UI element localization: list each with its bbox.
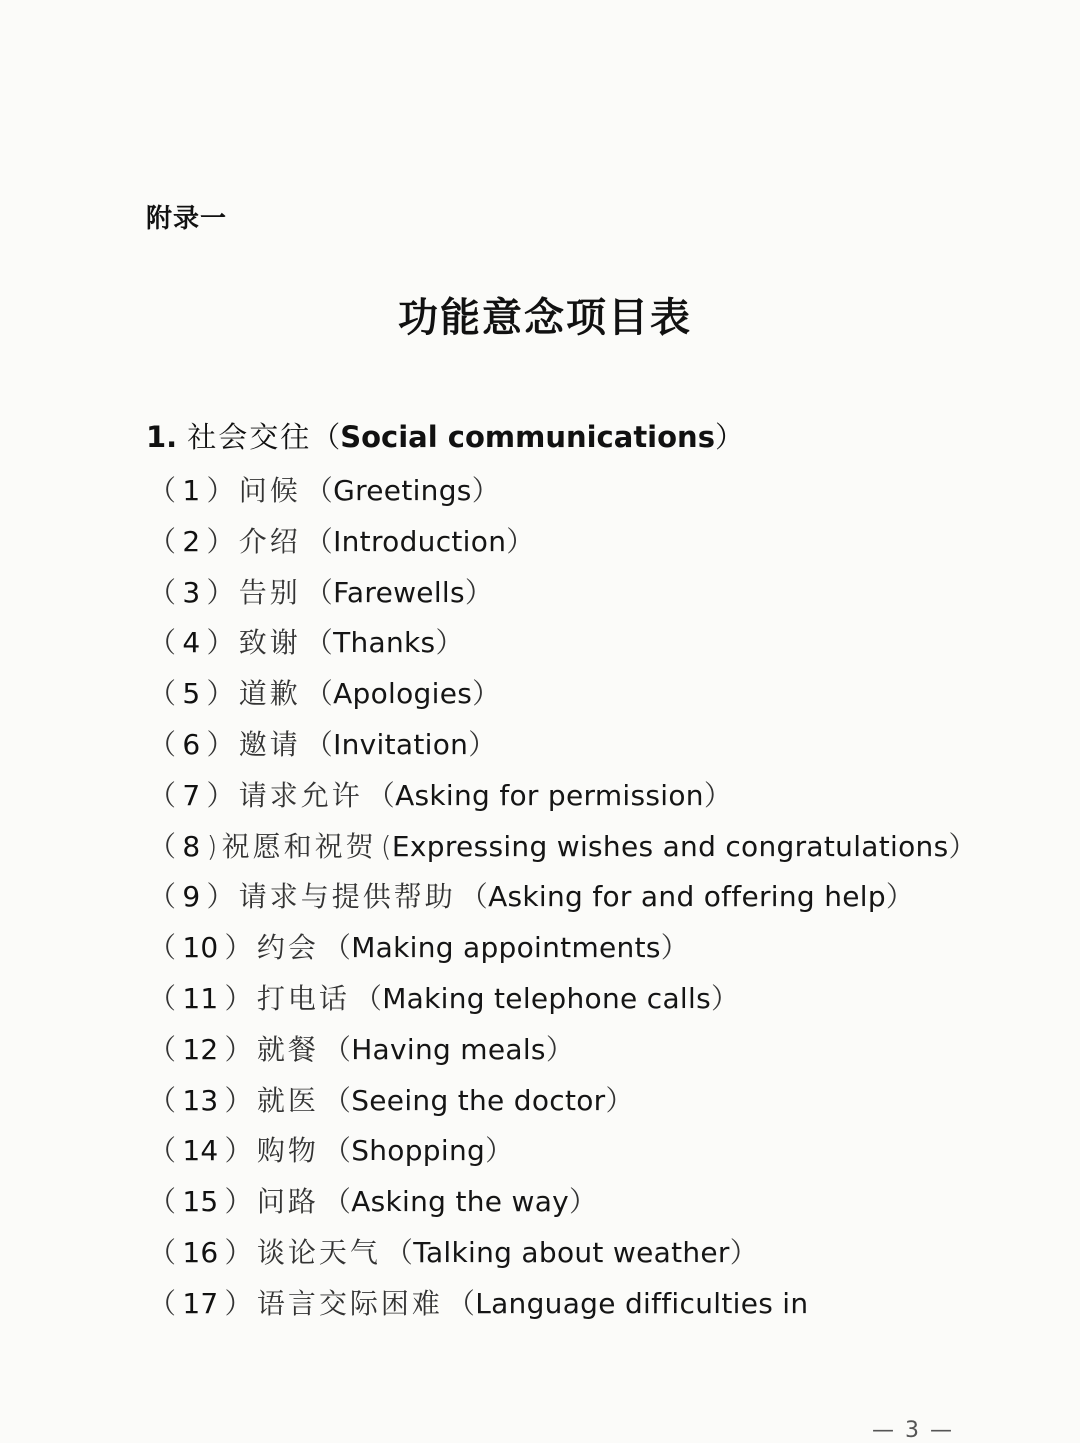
english-close-paren: ） (605, 1083, 634, 1117)
number-close-paren: ） (206, 626, 235, 660)
number-open-paren: （ (148, 931, 177, 965)
item-label-zh: 就医 (256, 1083, 319, 1117)
english-close-paren: ） (710, 981, 740, 1015)
english-open-paren: （ (304, 626, 334, 660)
item-label-zh: 约会 (256, 931, 319, 965)
item-label-en: Shopping (351, 1134, 486, 1168)
number-close-paren: ） (206, 778, 235, 812)
number-open-paren: （ (148, 677, 177, 711)
english-open-paren: （ (366, 778, 396, 812)
item-number: 8 (182, 829, 201, 863)
list-item (148, 1228, 977, 1279)
english-close-paren: ） (948, 829, 977, 863)
list-item (148, 669, 977, 720)
english-open-paren: （ (322, 1134, 352, 1168)
item-label-en: Seeing the doctor (351, 1083, 606, 1117)
english-open-paren: （ (304, 727, 334, 761)
english-open-paren: （ (322, 1083, 352, 1117)
item-label-en: Farewells (333, 575, 465, 609)
number-open-paren: （ (148, 727, 177, 761)
item-number: 7 (182, 778, 201, 812)
item-label-en: Language difficulties in (475, 1286, 809, 1320)
number-close-paren: ） (224, 931, 253, 965)
section-number: 1. (146, 420, 178, 454)
number-close-paren: ） (206, 474, 235, 507)
english-open-paren: （ (384, 1235, 414, 1269)
english-close-paren: ） (729, 1235, 759, 1269)
item-number: 2 (182, 524, 201, 558)
list-item (148, 466, 977, 517)
english-open-paren: （ (459, 880, 489, 914)
page-number: — 3 — (872, 1418, 954, 1443)
english-open-paren: （ (304, 575, 334, 609)
item-label-zh: 谈论天气 (256, 1235, 381, 1269)
number-open-paren: （ (148, 524, 177, 558)
item-label-en: Expressing wishes and congratulations (391, 829, 949, 863)
number-open-paren: （ (148, 1235, 177, 1269)
item-label-zh: 问候 (238, 474, 301, 507)
list-item (148, 923, 977, 974)
number-open-paren: （ (148, 1185, 177, 1219)
item-number: 16 (182, 1235, 219, 1269)
list-item (148, 822, 977, 873)
item-label-en: Invitation (333, 727, 469, 761)
item-label-zh: 邀请 (238, 727, 301, 761)
english-open-paren: （ (353, 981, 383, 1015)
list-item (148, 618, 977, 669)
item-label-zh: 请求与提供帮助 (238, 880, 456, 914)
number-open-paren: （ (148, 778, 177, 812)
item-number: 4 (182, 626, 201, 660)
number-close-paren: ） (224, 1032, 253, 1066)
number-open-paren: （ (148, 474, 177, 507)
item-number: 9 (182, 880, 201, 914)
list-item (148, 1025, 977, 1076)
item-label-en: Asking for permission (395, 778, 704, 812)
english-close-paren: ） (545, 1032, 575, 1066)
item-number: 12 (182, 1032, 219, 1066)
section-title-zh: 社会交往 (187, 420, 312, 454)
item-label-en: Talking about weather (413, 1235, 730, 1269)
number-close-paren: ） (224, 1235, 253, 1269)
item-number: 17 (182, 1286, 219, 1320)
number-close-paren: ） (224, 1134, 253, 1168)
english-open-paren: ( (380, 829, 392, 863)
english-open-paren: （ (304, 677, 334, 711)
list-item (148, 1279, 977, 1330)
number-close-paren: ) (206, 829, 218, 863)
number-close-paren: ） (206, 880, 235, 914)
item-label-zh: 问路 (256, 1185, 319, 1219)
item-number: 5 (182, 677, 201, 711)
section-heading (146, 415, 744, 456)
item-label-zh: 致谢 (238, 626, 301, 660)
number-close-paren: ） (206, 575, 235, 609)
item-label-en: Asking the way (351, 1185, 570, 1219)
item-number: 11 (182, 981, 219, 1015)
english-close-paren: ） (703, 778, 733, 812)
number-open-paren: （ (148, 1134, 177, 1168)
list-item (148, 720, 977, 771)
number-close-paren: ） (224, 981, 253, 1015)
english-open-paren: （ (446, 1286, 476, 1320)
item-label-en: Asking for and offering help (488, 880, 886, 914)
item-label-en: Thanks (333, 626, 436, 660)
list-item (148, 771, 977, 822)
appendix-label: 附录一 (146, 204, 228, 234)
list-item (148, 872, 977, 923)
item-number: 10 (182, 931, 219, 965)
item-number: 3 (182, 575, 201, 609)
item-label-en: Greetings (333, 474, 472, 507)
english-close-paren: ） (472, 677, 501, 711)
item-label-en: Apologies (333, 677, 473, 711)
english-close-paren: ） (569, 1185, 598, 1219)
item-label-zh: 介绍 (238, 524, 301, 558)
english-close-paren: ） (660, 931, 690, 965)
item-label-zh: 购物 (256, 1134, 319, 1168)
english-open-paren: （ (322, 1185, 352, 1219)
number-close-paren: ） (206, 677, 235, 711)
item-label-en: Having meals (351, 1032, 546, 1066)
english-close-paren: ） (471, 474, 501, 507)
item-number: 6 (182, 727, 201, 761)
function-item-list (148, 466, 977, 1330)
english-close-paren: ） (885, 880, 915, 914)
number-open-paren: （ (148, 1286, 177, 1320)
number-close-paren: ） (206, 524, 235, 558)
item-number: 1 (182, 474, 201, 507)
item-label-zh: 请求允许 (238, 778, 363, 812)
number-close-paren: ） (224, 1185, 253, 1219)
item-label-zh: 告别 (238, 575, 301, 609)
number-open-paren: （ (148, 981, 177, 1015)
english-close-paren: ） (506, 524, 535, 558)
section-open-paren: （ (311, 420, 341, 454)
english-open-paren: （ (322, 1032, 352, 1066)
english-open-paren: （ (322, 931, 352, 965)
english-close-paren: ） (468, 727, 497, 761)
item-label-zh: 道歉 (238, 677, 301, 711)
number-close-paren: ） (206, 727, 235, 761)
item-label-en: Making telephone calls (382, 981, 711, 1015)
english-close-paren: ） (485, 1134, 514, 1168)
number-close-paren: ） (224, 1083, 253, 1117)
list-item (148, 568, 977, 619)
item-label-en: Making appointments (351, 931, 661, 965)
item-label-zh: 语言交际困难 (256, 1286, 443, 1320)
english-open-paren: （ (304, 474, 334, 507)
number-open-paren: （ (148, 880, 177, 914)
english-open-paren: （ (304, 524, 334, 558)
item-label-zh: 就餐 (256, 1032, 319, 1066)
list-item (148, 974, 977, 1025)
section-close-paren: ） (714, 420, 744, 454)
number-open-paren: （ (148, 626, 177, 660)
item-number: 14 (182, 1134, 219, 1168)
english-close-paren: ） (435, 626, 464, 660)
list-item (148, 1076, 977, 1127)
item-label-zh: 打电话 (256, 981, 350, 1015)
list-item (148, 1177, 977, 1228)
item-number: 13 (182, 1083, 219, 1117)
number-close-paren: ） (224, 1286, 253, 1320)
number-open-paren: （ (148, 829, 177, 863)
list-item (148, 1126, 977, 1177)
number-open-paren: （ (148, 1083, 177, 1117)
item-label-en: Introduction (333, 524, 507, 558)
item-number: 15 (182, 1185, 219, 1219)
page-title: 功能意念项目表 (398, 294, 692, 341)
list-item (148, 517, 977, 568)
number-open-paren: （ (148, 1032, 177, 1066)
item-label-zh: 祝愿和祝贺 (221, 829, 377, 863)
english-close-paren: ） (464, 575, 494, 609)
number-open-paren: （ (148, 575, 177, 609)
section-title-en: Social communications (340, 420, 715, 454)
